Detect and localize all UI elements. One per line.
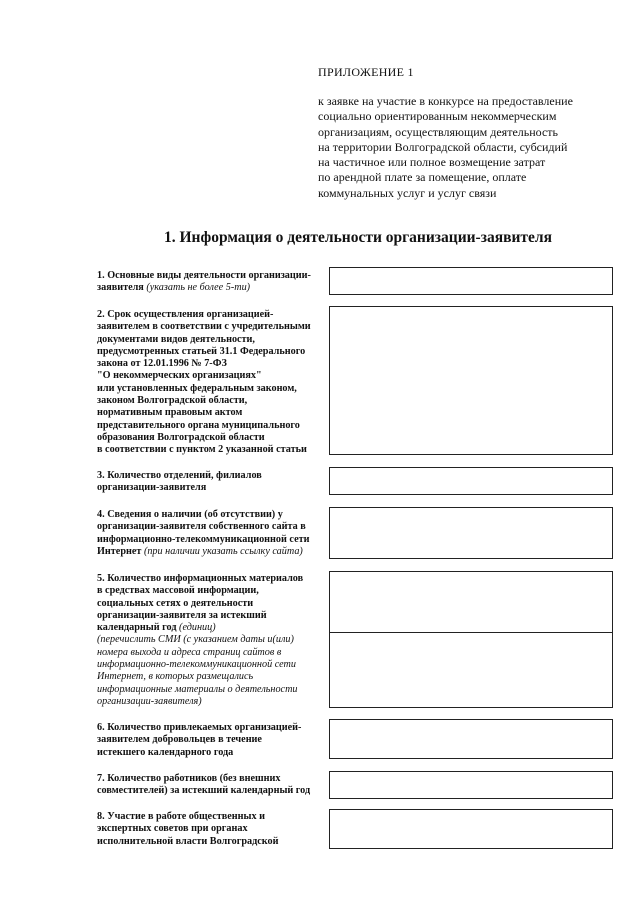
item-6-line: заявителем добровольцев в течение (97, 734, 262, 746)
item-7-answer-field[interactable] (329, 771, 613, 799)
item-5-note-line: информационно-телекоммуникационной сети (97, 659, 296, 671)
appendix-line: социально ориентированным некоммерческим (318, 109, 557, 124)
item-5-label (97, 573, 327, 708)
item-5-line: социальных сетях о деятельности (97, 597, 254, 609)
item-2-line: предусмотренных статьей 31.1 Федерального (97, 345, 306, 357)
item-1-answer-field[interactable] (329, 267, 613, 295)
item-7-line: совместителей) за истекший календарный год (97, 785, 311, 797)
item-8-line: исполнительной власти Волгоградской (97, 835, 279, 847)
item-2-line: представительного органа муниципального (97, 419, 300, 431)
item-5-media-list-field[interactable] (329, 632, 613, 708)
item-5-line: организации-заявителя за истекший (97, 609, 267, 621)
item-1-line: 1. Основные виды деятельности организации- (97, 270, 311, 281)
item-1-line (97, 282, 327, 294)
item-6-line: истекшего календарного года (97, 746, 234, 758)
appendix-title: ПРИЛОЖЕНИЕ 1 (318, 65, 414, 79)
item-2-line: 2. Срок осуществления организацией- (97, 309, 274, 320)
item-2-line: документами видов деятельности, (97, 333, 255, 345)
item-4-line (97, 546, 327, 558)
item-7-label (97, 773, 327, 798)
item-4-line: информационно-телекоммуникационной сети (97, 533, 310, 545)
item-5-note-line: Интернет, в которых размещались (97, 671, 254, 683)
appendix-line: коммунальных услуг и услуг связи (318, 185, 497, 200)
item-5-note: (единиц) (179, 622, 216, 634)
item-4-text: Интернет (97, 545, 144, 557)
item-8-line: 8. Участие в работе общественных и (97, 811, 265, 822)
item-1-label (97, 270, 327, 295)
item-8-line: экспертных советов при органах (97, 823, 248, 835)
item-2-line: образования Волгоградской области (97, 431, 265, 443)
item-5-note-line: номера выхода и адреса страниц сайтов в (97, 646, 282, 658)
section-heading: 1. Информация о деятельности организации-заявителя (164, 229, 552, 246)
item-1-text: заявителя (97, 282, 147, 294)
item-5-text: календарный год (97, 622, 180, 634)
appendix-line: на территории Волгоградской области, субсидий (318, 139, 568, 154)
item-5-note-line: информационные материалы о деятельности (97, 683, 298, 695)
item-3-label (97, 470, 327, 495)
item-5-line: 5. Количество информационных материалов (97, 573, 304, 584)
item-2-line: законом Волгоградской области, (97, 395, 248, 407)
item-6-answer-field[interactable] (329, 719, 613, 759)
appendix-line: к заявке на участие в конкурсе на предоставление (318, 94, 573, 108)
item-6-label (97, 722, 327, 759)
appendix-line: по арендной плате за помещение, оплате (318, 170, 527, 185)
item-3-answer-field[interactable] (329, 467, 613, 495)
item-3-line: 3. Количество отделений, филиалов (97, 470, 262, 481)
appendix-line: организациям, осуществляющим деятельность (318, 124, 558, 139)
item-8-label (97, 811, 327, 848)
item-2-line: закона от 12.01.1996 № 7-ФЗ (97, 358, 227, 370)
item-4-answer-field[interactable] (329, 507, 613, 559)
item-5-count-field[interactable] (329, 571, 613, 633)
item-2-line: заявителем в соответствии с учредительными (97, 321, 311, 333)
item-4-line: организации-заявителя собственного сайта в (97, 521, 306, 533)
item-4-note: (при наличии указать ссылку сайта) (143, 545, 303, 557)
item-6-line: 6. Количество привлекаемых организацией- (97, 722, 302, 733)
item-2-label (97, 309, 327, 457)
item-4-label (97, 509, 327, 558)
item-4-line: 4. Сведения о наличии (об отсутствии) у (97, 509, 283, 520)
item-5-line: в средствах массовой информации, (97, 585, 259, 597)
item-2-line: "О некоммерческих организациях" (97, 370, 262, 382)
appendix-description (318, 94, 618, 201)
appendix-line: на частичное или полное возмещение затрат (318, 155, 546, 170)
item-2-line: или установленных федеральным законом, (97, 382, 297, 394)
item-8-answer-field[interactable] (329, 809, 613, 849)
item-2-line: в соответствии с пунктом 2 указанной статьи (97, 444, 307, 456)
item-5-note-line: организации-заявителя) (97, 695, 202, 707)
item-7-line: 7. Количество работников (без внешних (97, 773, 281, 784)
item-5-note-line: (перечислить СМИ (с указанием даты и(или) (97, 634, 294, 646)
item-1-note: (указать не более 5-ти) (146, 282, 251, 294)
item-2-line: нормативным правовым актом (97, 407, 243, 419)
item-2-answer-field[interactable] (329, 306, 613, 455)
item-5-line (97, 622, 327, 634)
item-3-line: организации-заявителя (97, 482, 207, 494)
